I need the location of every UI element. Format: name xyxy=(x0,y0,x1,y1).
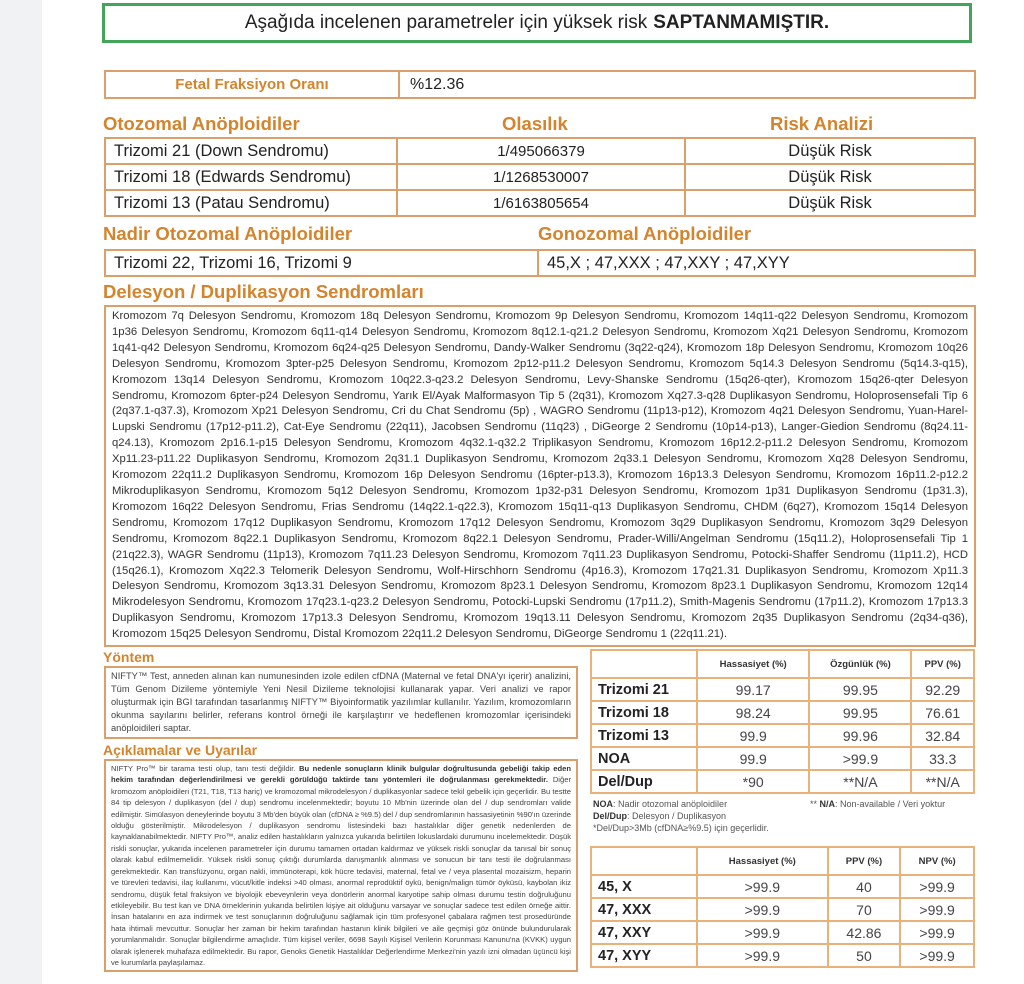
legend-text: : Non-available / Veri yoktur xyxy=(835,799,946,810)
deldup-list: Kromozom 7q Delesyon Sendromu, Kromozom 18q Delesyon Sendromu, Kromozom 9p Delesyon Sendromu, Kromozom 14q11-q22 Delesyon Sendromu, Kromozom 1p36 Delesyon Sendromu, Kromozom 6q11-q14 Delesyon Sendromu, Kromozom 8q12.1-q21.2 Delesyon Sendromu, Kromozom Xq21 Delesyon Sendromu, Kromozom 1q41-q42 Delesyon Sendromu, Kromozom 6q24-q25 Delesyon Sendromu, Dandy-Walker Sendromu (3q22-q24), Kromozom 18p Delesyon Sendromu, Kromozom 10q26 Delesyon Sendromu, Kromozom 3pter-p25 Delesyon Sendromu, Kromozom 2p12-p11.2 Delesyon Sendromu, Kromozom 5q14.3 Delesyon Sendromu (5q14.3-q15), Kromozom 13q14 Delesyon Sendromu, Kromozom 10q22.3-q23.2 Delesyon Sendromu, Levy-Shanske Sendromu (15q26-qter), Kromozom 15q26-qter Delesyon Sendromu, Kromozom 6pter-p24 Delesyon Sendromu, Yarık El/Ayak Malformasyon Tip 5 (2q31), Kromozom Xq27.3-q28 Duplikasyon Sendromu, Holoprosensefali Tip 6 (2q37.1-q37.3), Kromozom Xp21 Delesyon Sendromu, Cri du Chat Sendromu (5p) , WAGRO Sendromu (11p13-p12), Kromozom 4q21 Delesyon Sendromu, Yuan-Harel-Lupski Sendromu (17p12-p11.2), Cat-Eye Sendromu (22q11), Jacobsen Sendromu (11q23) , DiGeorge 2 Sendromu (10p14-p13), Langer-Giedion Sendromu (8q24.11-q24.13), Kromozom 2p16.1-p15 Delesyon Sendromu, Kromozom 4q32.1-q32.2 Triplikasyon Sendromu, Kromozom 16p12.2-p11.2 Delesyon Sendromu, Kromozom Xp11.23-p11.22 Duplikasyon Sendromu, Kromozom 2q31.1 Duplikasyon Sendromu, Kromozom 2q33.1 Delesyon Sendromu, Kromozom Xq28 Delesyon Sendromu, Kromozom 22q11.2 Duplikasyon Sendromu, Kromozom 16p Delesyon Sendromu (16pter-p13.3), Kromozom 16p13.3 Delesyon Sendromu, Kromozom 16p11.2-p12.2 Mikroduplikasyon Sendromu, Kromozom 5q12 Delesyon Sendromu, Kromozom 1p32-p31 Delesyon Sendromu, Kromozom 1p31 Duplikasyon Sendromu (1p31.3), Kromozom 16q22 Delesyon Sendromu, Frias Sendromu (14q22.1-q22.3), Kromozom 15q11-q13 Duplikasyon Sendromu, CHDM (6q27), Kromozom 15q14 Delesyon Sendromu, Kromozom 17q12 Duplikasyon Sendromu, Kromozom 17q12 Delesyon Sendromu, Kromozom 3q29 Duplikasyon Sendromu, Kromozom 3q29 Delesyon Sendromu, Kromozom 8q22.1 Duplikasyon Sendromu, Kromozom 8q22.1 Delesyon Sendromu, Prader-Willi/Angelman Sendromu (15q11.2), Holoprosensefali Tip 1 (21q22.3), WAGR Sendromu (11p13), Kromozom 7q11.23 Delesyon Sendromu, Kromozom 7q11.23 Duplikasyon Sendromu, Potocki-Shaffer Sendromu (11p11.2), HCD (15q26.1), Kromozom Xq22.3 Telomerik Delesyon Sendromu, Wolf-Hirschhorn Sendromu (4p16.3), Kromozom 17q21.31 Duplikasyon Sendromu, Kromozom Xp11.3 Delesyon Sendromu, Kromozom 3q13.31 Delesyon Sendromu, Kromozom 8p23.1 Delesyon Sendromu, Kromozom 8p23.1 Duplikasyon Sendromu, Kromozom 12q14 Mikrodelesyon Sendromu, Kromozom 17q23.1-q23.2 Delesyon Sendromu, Potocki-Lupski Sendromu (17p11.2), Smith-Magenis Sendromu (17p11.2), Kromozom 17p13.3 Duplikasyon Sendromu, Kromozom 17p13.3 Delesyon Sendromu, Kromozom 19q13.11 Delesyon Sendromu, Kromozom 2q35 Duplikasyon Sendromu (2q34-q36), Kromozom 15q25 Delesyon Sendromu, Distal Kromozom 22q11.2 Delesyon Sendromu, DiGeorge Sendromu 1 (22q11.21). xyxy=(104,305,976,647)
cell-value: >99.9 xyxy=(697,898,828,921)
table-row xyxy=(591,770,974,793)
table-header-row xyxy=(591,847,974,875)
table-row xyxy=(591,898,974,921)
cell-value: >99.9 xyxy=(697,944,828,967)
column-header: NPV (%) xyxy=(900,847,974,875)
cell-value: 99.95 xyxy=(809,701,911,724)
row-header: Trizomi 21 xyxy=(591,678,697,701)
legend-noa xyxy=(593,798,802,810)
notes-header: Açıklamalar ve Uyarılar xyxy=(103,742,258,759)
cell-value: 99.95 xyxy=(809,678,911,701)
deldup-header: Delesyon / Duplikasyon Sendromları xyxy=(103,281,424,302)
cell-value: >99.9 xyxy=(697,875,828,898)
table-row xyxy=(591,747,974,770)
row-header: Trizomi 13 xyxy=(591,724,697,747)
cell-value: 50 xyxy=(828,944,901,967)
column-header: PPV (%) xyxy=(911,650,974,678)
condition-name: Trizomi 18 (Edwards Sendromu) xyxy=(105,164,397,190)
cell-value: >99.9 xyxy=(900,944,974,967)
row-header: 47, XYY xyxy=(591,944,697,967)
risk-value: Düşük Risk xyxy=(685,164,975,190)
table-row xyxy=(105,250,975,276)
table-row xyxy=(591,944,974,967)
autosomal-header-row xyxy=(103,113,975,135)
column-header: Özgünlük (%) xyxy=(809,650,911,678)
deldup-header-row xyxy=(103,281,975,303)
notes-intro: NIFTY Pro™ bir tarama testi olup, tanı testi değildir. xyxy=(111,764,296,774)
cell-value: >99.9 xyxy=(900,875,974,898)
row-header: NOA xyxy=(591,747,697,770)
risk-value: Düşük Risk xyxy=(685,138,975,164)
cell-value: 99.9 xyxy=(697,747,809,770)
notes-rest: Diğer kromozom anöploidileri (T21, T18, T13 hariç) ve kromozomal mikrodelesyon / duplikasyonlar sadece tekil gebelik için geçerlidir. Bu testte 84 tip delesyon / duplikasyon (del / dup) sendromu incelenmektedir; boyutu 10 Mb'nin üzerinde olan del / dup sendromları valide edilmiştir. Simülasyon deneylerinde boyutu 3 Mb'den büyük olan (cfDNA ≥ %9.5) del / dup sendromlarının hassasiyetinin %90'ın üzerinde olduğu gösterilmiştir. Mikrodelesyon / duplikasyon sendromu listesindeki bazı hastalıklar diğer genetik nedenlerden de kaynaklanabilmektedir. NIFTY Pro™, analiz edilen hastalıkların yalnızca yukarıda belirtilen lokuslardaki durumunu incelemektedir. Düşük riskli sonuçlar, yukarıda incelenen parametreler için durumu tamamen ortadan kaldırmaz ve yüksek riskli sonuçlar da tanısal bir sonuç olarak kabul edilmemelidir. Yüksek riskli sonuç çıktığı durumlarda danışmanlık alınması ve sonucun bir tanı testi ile doğrulanması gerekmektedir. Kan transfüzyonu, organ nakli, immünoterapi, kök hücre tedavisi, maternal, fetal ve / veya plasental mozaisizm, heparin ve türevleri tedavisi, ilaç kullanımı, vücut/kitle indeksi >40 olması, anormal reprodüktif öykü, benign/malign tümör öyküsü, kaybolan ikiz sendromu, düşük fetal fraksiyon ve biyolojik ebeveynlerin veya donörlerin anormal karyotipe sahip olması durumu testin doğruluğunu etkileyebilir. Bu test kan ve DNA örneklerinin yukarıda belirtilen kişiye ait olduğunu varsayar ve sonuçlar sadece test edilen örneğe aittir. İnsan hatalarını en aza indirmek ve test sonuçlarının doğruluğunu sağlamak için tüm profesyonel çabalara rağmen test prosedüründe hata ihtimali mevcuttur. Sonuçlar her zaman bir hekim tarafından hastanın klinik bilgileri ve aile geçmişi göz önünde bulundurularak yorumlanmalıdır. Sonuçlar bilgilendirme amaçlıdır. Tüm kişisel veriler, 6698 Sayılı Kişisel Verilerin Korunması Kanunu'na (KVKK) uygun olarak işlenerek muhafaza edilmektedir. Bu rapor, Genoks Genetik Hastalıklar Değerlendirme Merkezi'nin yazılı izni olmadan üçüncü kişi ve kurumlarla paylaşılamaz. xyxy=(111,775,571,967)
cell-value: 92.29 xyxy=(911,678,974,701)
left-column xyxy=(101,648,581,984)
cell-value: >99.9 xyxy=(809,747,911,770)
table-row xyxy=(591,724,974,747)
row-header: Trizomi 18 xyxy=(591,701,697,724)
empty-header-cell xyxy=(591,650,697,678)
cell-value: >99.9 xyxy=(697,921,828,944)
bottom-section xyxy=(101,648,977,984)
fetal-fraction-value: %12.36 xyxy=(410,75,465,93)
rare-gonosomal-table xyxy=(104,249,976,277)
result-banner xyxy=(102,3,972,43)
table-row xyxy=(591,678,974,701)
table-row xyxy=(591,875,974,898)
cell-value: 76.61 xyxy=(911,701,974,724)
cell-value: >99.9 xyxy=(900,898,974,921)
legend-deldup xyxy=(593,810,802,822)
condition-name: Trizomi 13 (Patau Sendromu) xyxy=(105,190,397,216)
notes-text xyxy=(104,759,578,972)
fetal-fraction-box xyxy=(104,70,976,99)
gonosomal-stats-table xyxy=(590,846,975,968)
probability-value: 1/495066379 xyxy=(397,138,685,164)
notes-bold: Bu nedenle sonuçların klinik bulgular doğrultusunda gebeliği takip eden hekim tarafından değerlendirilmesi ve gerekli görüldüğü taktirde tanı yöntemleri ile doğrulanması gerekmektedir. xyxy=(111,764,571,785)
stats-legend xyxy=(593,798,975,834)
cell-value: 99.9 xyxy=(697,724,809,747)
method-header: Yöntem xyxy=(103,649,155,666)
legend-na xyxy=(810,798,975,834)
autosomal-stats-table xyxy=(590,649,975,794)
legend-text: : Delesyon / Duplikasyon xyxy=(627,811,727,822)
cell-value: **N/A xyxy=(911,770,974,793)
rare-gonosomal-header-row xyxy=(103,223,975,245)
report-page xyxy=(101,0,977,984)
rare-autosomal-header: Nadir Otozomal Anöploidiler xyxy=(103,223,353,244)
column-header: PPV (%) xyxy=(828,847,901,875)
cell-value: >99.9 xyxy=(900,921,974,944)
table-row xyxy=(591,701,974,724)
table-header-row xyxy=(591,650,974,678)
cell-value: 70 xyxy=(828,898,901,921)
gonosomal-header: Gonozomal Anöploidiler xyxy=(538,223,752,244)
cell-value: **N/A xyxy=(809,770,911,793)
table-row xyxy=(105,164,975,190)
probability-value: 1/1268530007 xyxy=(397,164,685,190)
cell-value: 99.17 xyxy=(697,678,809,701)
cell-value: *90 xyxy=(697,770,809,793)
risk-analysis-header: Risk Analizi xyxy=(770,113,874,134)
table-row xyxy=(105,138,975,164)
probability-value: 1/6163805654 xyxy=(397,190,685,216)
legend-prefix: ** xyxy=(810,799,818,810)
fetal-fraction-label: Fetal Fraksiyon Oranı xyxy=(106,72,400,97)
legend-key: Del/Dup xyxy=(593,811,628,822)
cell-value: 98.24 xyxy=(697,701,809,724)
method-text: NIFTY™ Test, anneden alınan kan numunesinden izole edilen cfDNA (Maternal ve fetal DNA'yı içerir) analizini, Tüm Genom Dizileme yöntemiyle Yeni Nesil Dizileme teknolojisi kullanarak yapar. Veri analizi ve rapor oluşturmak için BGI tarafından tasarlanmış NIFTY™ Biyoinformatik yazılımlar kullanılır. Yazılım, kromozomların okunma sayılarını belirler, referans kontrol örneği ile karşılaştırır ve hedeflenen kromozomlar içerisindeki anöploidileri saptar. xyxy=(104,666,578,739)
legend-main xyxy=(593,798,802,834)
rare-autosomal-value: Trizomi 22, Trizomi 16, Trizomi 9 xyxy=(105,250,538,276)
row-header: 47, XXY xyxy=(591,921,697,944)
condition-name: Trizomi 21 (Down Sendromu) xyxy=(105,138,397,164)
row-header: 45, X xyxy=(591,875,697,898)
table-row xyxy=(105,190,975,216)
viewer-margin xyxy=(0,0,42,984)
row-header: 47, XXX xyxy=(591,898,697,921)
cell-value: 32.84 xyxy=(911,724,974,747)
legend-key: N/A xyxy=(819,799,836,810)
legend-text: : Nadir otozomal anöploidiler xyxy=(613,799,728,810)
table-row xyxy=(591,921,974,944)
cell-value: 99.96 xyxy=(809,724,911,747)
cell-value: 42.86 xyxy=(828,921,901,944)
right-column xyxy=(590,648,975,968)
empty-header-cell xyxy=(591,847,697,875)
legend-footnote: *Del/Dup>3Mb (cfDNA≥%9.5) için geçerlidir. xyxy=(593,823,769,834)
probability-header: Olasılık xyxy=(502,113,568,134)
banner-result: SAPTANMAMIŞTIR. xyxy=(653,12,830,33)
banner-text: Aşağıda incelenen parametreler için yüksek risk xyxy=(244,12,648,33)
autosomal-table xyxy=(104,137,976,217)
gonosomal-value: 45,X ; 47,XXX ; 47,XXY ; 47,XYY xyxy=(538,250,975,276)
cell-value: 33.3 xyxy=(911,747,974,770)
risk-value: Düşük Risk xyxy=(685,190,975,216)
autosomal-header: Otozomal Anöploidiler xyxy=(103,113,300,134)
row-header: Del/Dup xyxy=(591,770,697,793)
column-header: Hassasiyet (%) xyxy=(697,847,828,875)
legend-key: NOA xyxy=(593,799,613,810)
cell-value: 40 xyxy=(828,875,901,898)
column-header: Hassasiyet (%) xyxy=(697,650,809,678)
